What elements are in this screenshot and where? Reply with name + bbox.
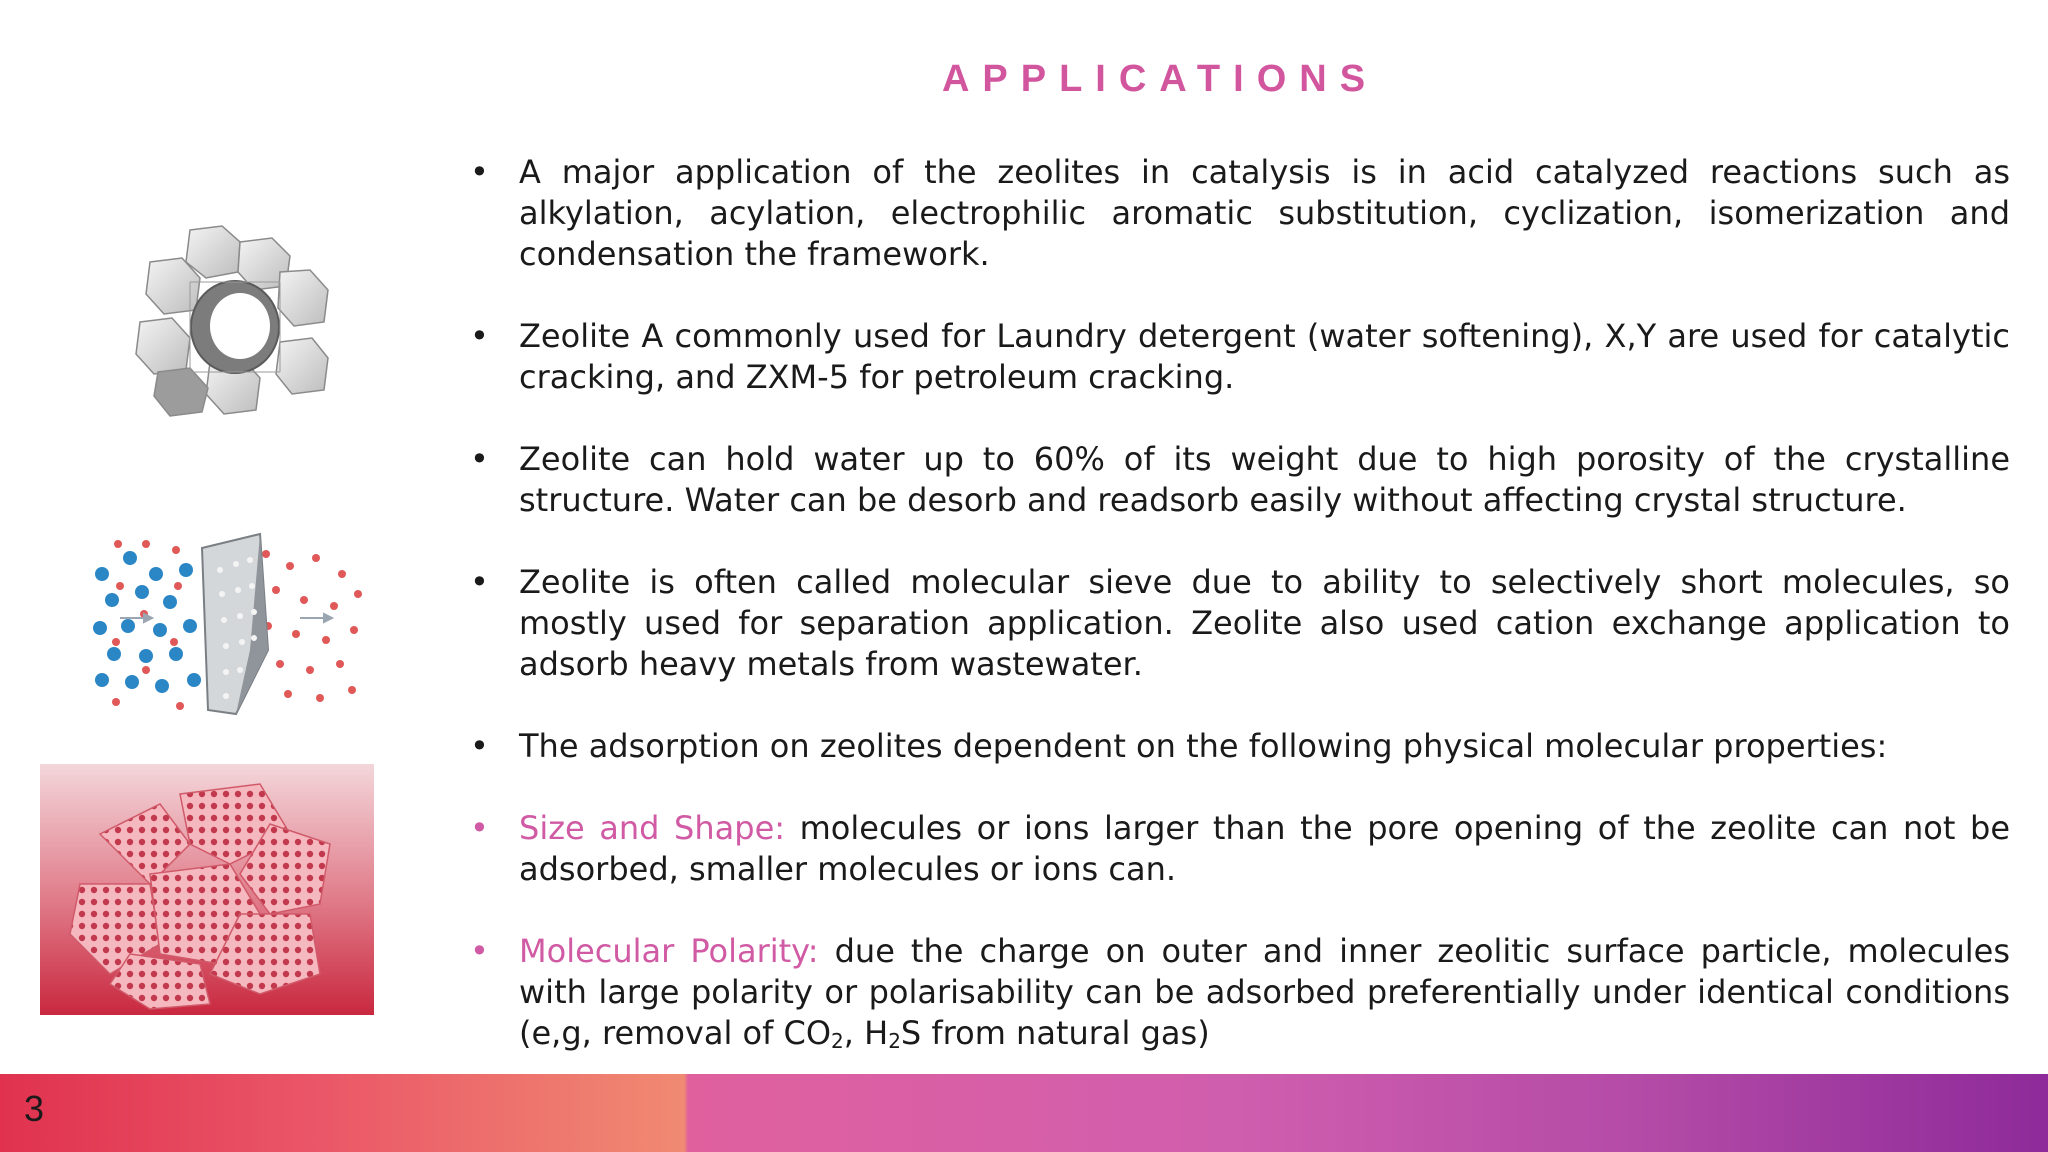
bullet-icon: •: [470, 317, 489, 355]
slide-title: APPLICATIONS: [941, 58, 1379, 100]
bullet-icon: •: [470, 153, 489, 191]
content: [468, 152, 2010, 1095]
property-text-size-shape: molecules or ions larger than the pore opening of the zeolite can not be adsorbed, smaller molecules or ions can.: [519, 809, 2011, 888]
bullet-item-size-shape: [468, 808, 2010, 890]
subscript-h2s: 2: [888, 1029, 901, 1053]
bullet-item: [468, 726, 2010, 767]
subscript-co2: 2: [831, 1029, 844, 1053]
page-number: 3: [24, 1088, 45, 1129]
property-text-polarity-end: S from natural gas): [900, 1014, 1210, 1052]
property-text-polarity: due the charge on outer and inner zeolitic surface particle, molecules with large polarity or polarisability can be adsorbed preferentially under identical conditions (e,g, removal of CO: [519, 932, 2011, 1052]
bullet-text: The adsorption on zeolites dependent on the following physical molecular properties:: [519, 727, 1888, 765]
property-text-polarity-mid: , H: [843, 1014, 889, 1052]
bullet-text: Zeolite can hold water up to 60% of its weight due to high porosity of the crystalline structure. Water can be desorb and readsorb easily without affecting crystal structure.: [519, 440, 2010, 519]
bullet-icon: •: [470, 727, 489, 765]
bullet-icon: •: [470, 809, 489, 847]
bullet-icon: •: [470, 440, 489, 478]
bullet-icon: •: [470, 932, 489, 970]
footer-bar: [0, 1074, 2048, 1152]
bullet-text: Zeolite is often called molecular sieve due to ability to selectively short molecules, so mostly used for separation application. Zeolite also used cation exchange application to adsorb heavy metals from wastewater.: [519, 563, 2010, 683]
property-label-polarity: Molecular Polarity:: [519, 932, 819, 970]
bullet-item: [468, 316, 2010, 398]
bullet-icon: •: [470, 563, 489, 601]
bullet-item: [468, 562, 2010, 685]
property-label-size-shape: Size and Shape:: [519, 809, 786, 847]
molecular-sieve-image: [90, 530, 370, 720]
bullet-item: [468, 439, 2010, 521]
bullet-text: Zeolite A commonly used for Laundry detergent (water softening), X,Y are used for catalytic cracking, and ZXM-5 for petroleum cracking.: [519, 317, 2010, 396]
bullet-item-polarity: [468, 931, 2010, 1054]
bullet-item: [468, 152, 2010, 275]
zeolite-framework-image: [130, 222, 335, 422]
bullet-text: A major application of the zeolites in catalysis is in acid catalyzed reactions such as alkylation, acylation, electrophilic aromatic substitution, cyclization, isomerization and condensation the framework.: [519, 153, 2010, 273]
zeolite-structure-image: [40, 764, 374, 1015]
